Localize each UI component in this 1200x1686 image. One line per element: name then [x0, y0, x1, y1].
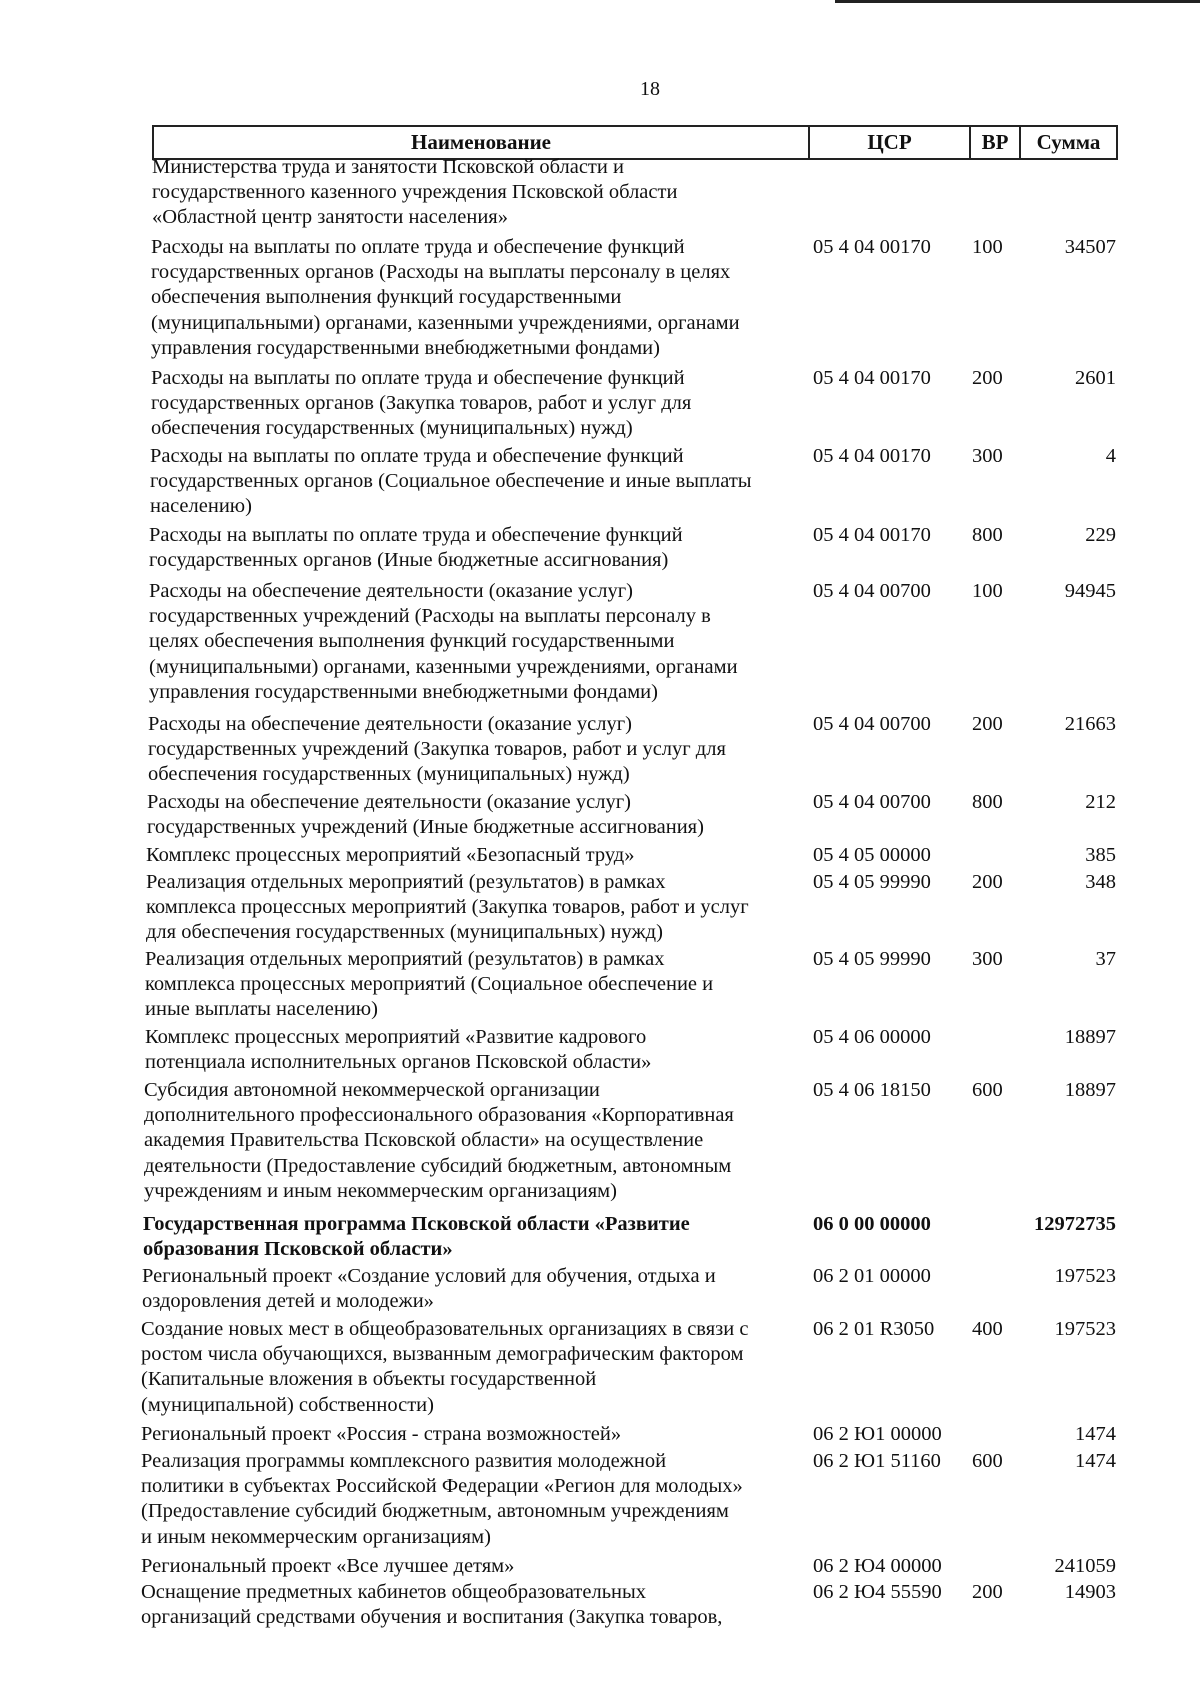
- row-sum: 1474: [1075, 1423, 1116, 1445]
- row-csr: 05 4 05 00000: [813, 844, 931, 866]
- row-sum: 37: [1095, 948, 1116, 970]
- row-vr: 300: [972, 948, 1003, 970]
- row-csr: 05 4 04 00170: [813, 236, 931, 258]
- row-sum: 14903: [1064, 1581, 1116, 1603]
- row-name: Реализация программы комплексного развития молодежной политики в субъектах Российской Федерации «Регион для молодых» (Предоставление субсидий бюджетным, автономным учреждениям и иным некоммерческим организациям): [141, 1450, 743, 1548]
- row-name: Министерства труда и занятости Псковской области и государственного казенного учреждения Псковской области «Областной центр занятости населения»: [152, 156, 678, 229]
- row-sum: 197523: [1054, 1318, 1116, 1340]
- header-name: Наименование: [411, 130, 551, 154]
- row-vr: 200: [972, 871, 1003, 893]
- row-name: Расходы на выплаты по оплате труда и обеспечение функций государственных органов (Расходы на выплаты персоналу в целях обеспечения выполнения функций государственными (муниципальными) органами, казенными учреждениями, органами управления государственными внебюджетными фондами): [151, 236, 740, 359]
- row-csr: 06 2 01 R3050: [813, 1318, 935, 1340]
- row-csr: 06 2 Ю1 51160: [813, 1450, 941, 1472]
- row-csr: 06 2 01 00000: [813, 1265, 931, 1287]
- row-vr: 200: [972, 1581, 1003, 1603]
- row-sum: 1474: [1075, 1450, 1116, 1472]
- row-name: Расходы на выплаты по оплате труда и обеспечение функций государственных органов (Закупка товаров, работ и услуг для обеспечения государственных (муниципальных) нужд): [151, 367, 692, 440]
- row-name: Расходы на выплаты по оплате труда и обеспечение функций государственных органов (Социальное обеспечение и иные выплаты населению): [150, 445, 752, 518]
- row-csr: 05 4 04 00170: [813, 367, 931, 389]
- page-number: 18: [640, 78, 660, 100]
- row-name: Реализация отдельных мероприятий (результатов) в рамках комплекса процессных мероприятий (Закупка товаров, работ и услуг для обеспечения государственных (муниципальных) нужд): [146, 871, 749, 944]
- row-vr: 200: [972, 367, 1003, 389]
- row-csr: 06 2 Ю4 55590: [813, 1581, 942, 1603]
- row-name: Оснащение предметных кабинетов общеобразовательных организаций средствами обучения и воспитания (Закупка товаров,: [141, 1581, 723, 1629]
- row-csr: 05 4 06 18150: [813, 1079, 931, 1101]
- row-sum: 94945: [1064, 580, 1116, 602]
- row-csr: 05 4 06 00000: [813, 1026, 931, 1048]
- row-sum: 12972735: [1034, 1213, 1116, 1235]
- row-name: Субсидия автономной некоммерческой организации дополнительного профессионального образования «Корпоративная академия Правительства Псковской области» на осуществление деятельности (Предоставление субсидий бюджетным, автономным учреждениям и иным некоммерческим организациям): [144, 1079, 734, 1202]
- row-sum: 241059: [1054, 1555, 1116, 1577]
- row-vr: 800: [972, 791, 1003, 813]
- row-vr: 400: [972, 1318, 1003, 1340]
- header-sum: Сумма: [1019, 127, 1116, 158]
- row-vr: 300: [972, 445, 1003, 467]
- row-name: Государственная программа Псковской области «Развитие образования Псковской области»: [143, 1213, 690, 1261]
- row-name: Региональный проект «Все лучшее детям»: [141, 1555, 515, 1577]
- row-sum: 4: [1105, 445, 1116, 467]
- row-vr: 200: [972, 713, 1003, 735]
- row-sum: 18897: [1064, 1026, 1116, 1048]
- row-vr: 100: [972, 236, 1003, 258]
- row-csr: 06 2 Ю4 00000: [813, 1555, 942, 1577]
- row-csr: 05 4 05 99990: [813, 871, 931, 893]
- row-csr: 05 4 04 00170: [813, 524, 931, 546]
- row-csr: 05 4 04 00700: [813, 580, 931, 602]
- row-name: Расходы на обеспечение деятельности (оказание услуг) государственных учреждений (Иные бюджетные ассигнования): [147, 791, 704, 839]
- row-csr: 05 4 05 99990: [813, 948, 931, 970]
- row-sum: 197523: [1054, 1265, 1116, 1287]
- row-sum: 18897: [1064, 1079, 1116, 1101]
- row-vr: 600: [972, 1079, 1003, 1101]
- row-sum: 212: [1085, 791, 1116, 813]
- row-vr: 800: [972, 524, 1003, 546]
- row-sum: 2601: [1075, 367, 1116, 389]
- row-name: Комплекс процессных мероприятий «Развитие кадрового потенциала исполнительных органов Псковской области»: [145, 1026, 652, 1074]
- row-name: Комплекс процессных мероприятий «Безопасный труд»: [146, 844, 635, 866]
- row-sum: 348: [1085, 871, 1116, 893]
- row-vr: 600: [972, 1450, 1003, 1472]
- row-name: Региональный проект «Создание условий для обучения, отдыха и оздоровления детей и молодежи»: [142, 1265, 716, 1313]
- row-sum: 21663: [1064, 713, 1116, 735]
- row-name: Расходы на обеспечение деятельности (оказание услуг) государственных учреждений (Расходы на выплаты персоналу в целях обеспечения выполнения функций государственными (муниципальными) органами, казенными учреждениями, органами управления государственными внебюджетными фондами): [149, 580, 738, 703]
- header-csr: ЦСР: [808, 127, 969, 158]
- row-csr: 05 4 04 00700: [813, 713, 931, 735]
- top-edge-line: [835, 0, 1200, 3]
- row-name: Расходы на обеспечение деятельности (оказание услуг) государственных учреждений (Закупка товаров, работ и услуг для обеспечения государственных (муниципальных) нужд): [148, 713, 726, 786]
- row-sum: 34507: [1064, 236, 1116, 258]
- row-csr: 05 4 04 00170: [813, 445, 931, 467]
- row-csr: 06 0 00 00000: [813, 1213, 931, 1235]
- row-name: Реализация отдельных мероприятий (результатов) в рамках комплекса процессных мероприятий (Социальное обеспечение и иные выплаты населению): [145, 948, 714, 1021]
- row-sum: 229: [1085, 524, 1116, 546]
- row-csr: 05 4 04 00700: [813, 791, 931, 813]
- row-sum: 385: [1085, 844, 1116, 866]
- header-vr: ВР: [969, 127, 1019, 158]
- row-vr: 100: [972, 580, 1003, 602]
- row-name: Расходы на выплаты по оплате труда и обеспечение функций государственных органов (Иные бюджетные ассигнования): [149, 524, 683, 572]
- row-csr: 06 2 Ю1 00000: [813, 1423, 942, 1445]
- row-name: Создание новых мест в общеобразовательных организациях в связи с ростом числа обучающихся, вызванным демографическим фактором (Капитальные вложения в объекты государственной (муниципальной) собственности): [141, 1318, 749, 1416]
- row-name: Региональный проект «Россия - страна возможностей»: [141, 1423, 622, 1445]
